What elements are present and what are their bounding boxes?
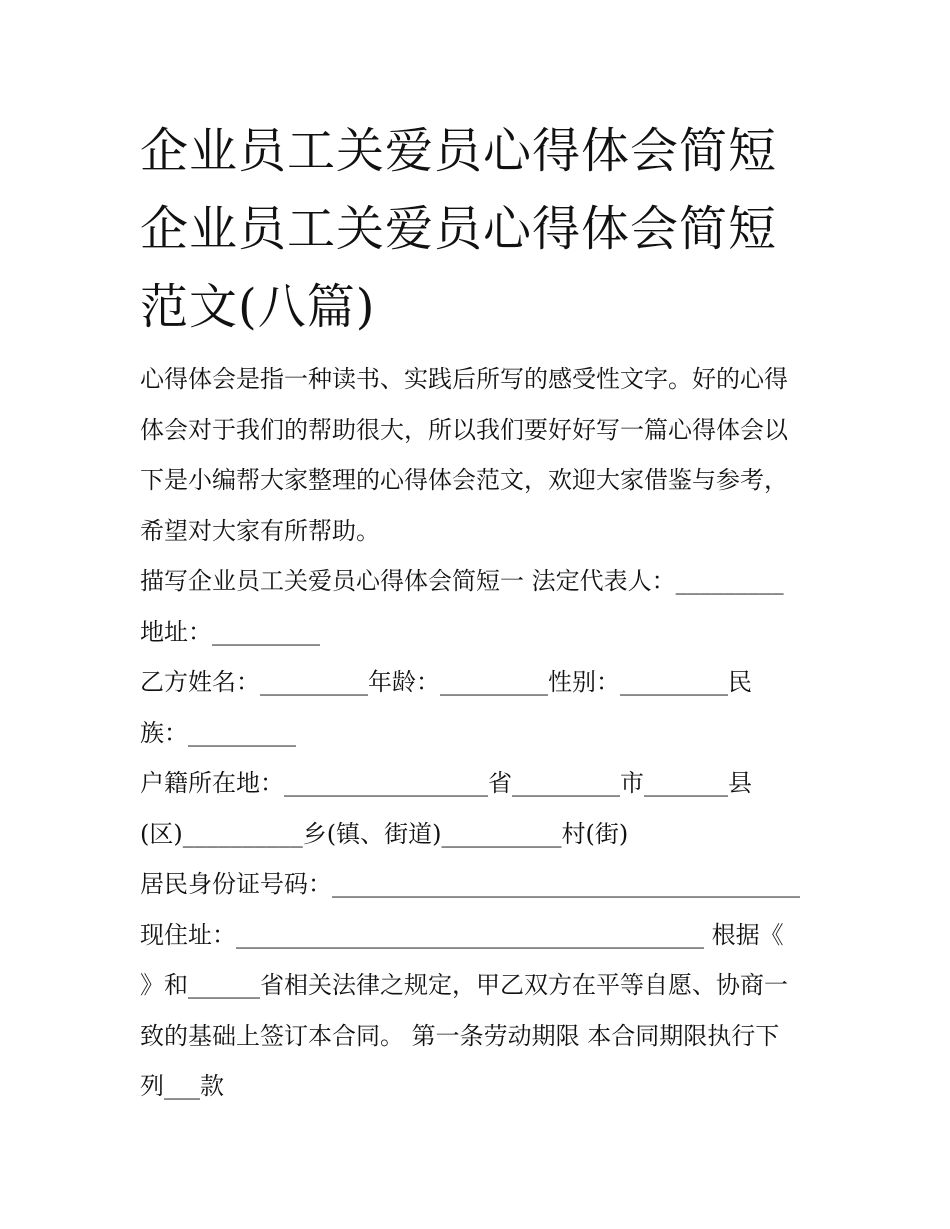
body-line: 户籍所在地：_________________省_________市_______县 — [140, 769, 752, 797]
title-line: 企业员工关爱员心得体会简短 — [140, 201, 778, 257]
body-line: (区)__________乡(镇、街道)__________村(街) — [140, 819, 629, 848]
body-line: 族：_________ — [140, 718, 296, 747]
body-line: 列___款 — [140, 1072, 224, 1100]
body-line: 致的基础上签订本合同。 第一条劳动期限 本合同期限执行下 — [140, 1021, 780, 1050]
body-line: 乙方姓名：_________年龄：_________性别：_________民 — [140, 668, 752, 696]
body-line: 下是小编帮大家整理的心得体会范文，欢迎大家借鉴与参考， — [140, 466, 788, 494]
body-line: 现住址：_______________________________________ 根据《 — [140, 920, 784, 949]
body-line: 描写企业员工关爱员心得体会简短一 法定代表人：_________ — [140, 567, 784, 595]
title-line: 范文(八篇) — [140, 279, 376, 335]
body-line: 体会对于我们的帮助很大，所以我们要好好写一篇心得体会以 — [140, 415, 788, 444]
body-line: 》和______省相关法律之规定，甲乙双方在平等自愿、协商一 — [140, 971, 788, 999]
body-line: 居民身份证号码：_______________________________________ — [140, 870, 800, 898]
body-line: 地址：_________ — [140, 617, 320, 646]
document-body — [140, 354, 820, 1112]
body-line: 心得体会是指一种读书、实践后所写的感受性文字。好的心得 — [140, 365, 788, 393]
document-title — [140, 112, 820, 346]
title-line: 企业员工关爱员心得体会简短 — [140, 123, 778, 179]
body-line: 希望对大家有所帮助。 — [140, 516, 380, 545]
